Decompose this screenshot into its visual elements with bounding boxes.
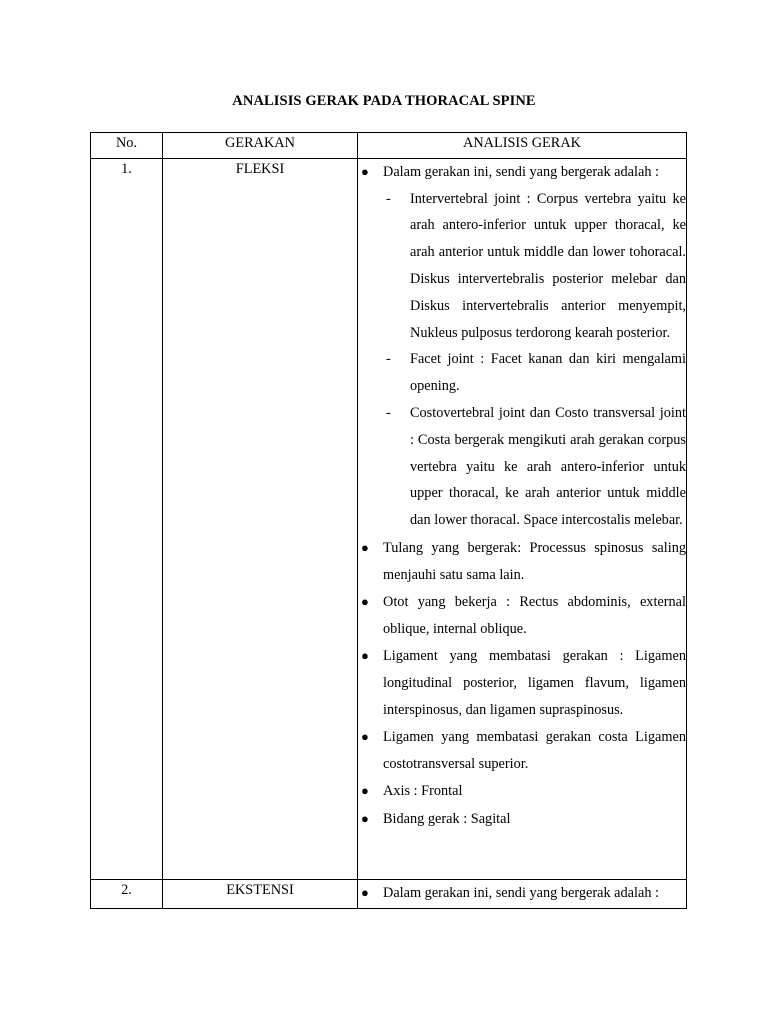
row-gerakan: FLEKSI bbox=[163, 159, 358, 880]
bullet-text: Otot yang bekerja : Rectus abdominis, external oblique, internal oblique. bbox=[383, 594, 686, 637]
sub-item bbox=[383, 186, 686, 347]
analysis-bullet-item bbox=[358, 159, 686, 534]
bullet-icon: ● bbox=[361, 729, 369, 745]
sub-item-text: Intervertebral joint : Corpus vertebra yaitu ke arah antero-inferior untuk upper thoracal, ke arah anterior untuk middle dan lower tohoracal. Diskus intervertebralis posterior melebar dan Diskus intervertebralis anterior menyempit, Nukleus pulposus terdorong kearah posterior. bbox=[410, 190, 686, 341]
analysis-intro-text: Dalam gerakan ini, sendi yang bergerak adalah : bbox=[383, 885, 660, 901]
analysis-bullet-item bbox=[358, 724, 686, 777]
sub-item-text: Costovertebral joint dan Costo transversal joint : Costa bergerak mengikuti arah gerakan corpus vertebra yaitu ke arah antero-inferior untuk upper thoracal, ke arah anterior untuk middle dan lower thoracal. Space intercostalis melebar. bbox=[410, 404, 686, 529]
bullet-icon: ● bbox=[361, 885, 369, 900]
analysis-intro-text: Dalam gerakan ini, sendi yang bergerak adalah : bbox=[383, 164, 660, 180]
bullet-text: Bidang gerak : Sagital bbox=[383, 810, 511, 827]
bullet-icon: ● bbox=[361, 539, 369, 555]
analysis-bullet-item bbox=[358, 778, 686, 805]
analysis-bullet-item bbox=[358, 643, 686, 723]
analysis-bullet-item bbox=[358, 880, 686, 907]
bullet-icon: ● bbox=[361, 594, 369, 610]
header-analisis: ANALISIS GERAK bbox=[358, 133, 687, 159]
bullet-icon: ● bbox=[361, 648, 369, 664]
bullet-text: Ligament yang membatasi gerakan : Ligamen longitudinal posterior, ligamen flavum, ligamen interspinosus, dan ligamen supraspinosus. bbox=[383, 648, 686, 718]
sub-item bbox=[383, 400, 686, 534]
row-analysis bbox=[358, 159, 687, 880]
sub-item-list bbox=[383, 186, 686, 534]
document-title: ANALISIS GERAK PADA THORACAL SPINE bbox=[232, 93, 536, 109]
analysis-bullet-list bbox=[358, 880, 686, 907]
analysis-bullet-list bbox=[358, 159, 686, 832]
bullet-text: Axis : Frontal bbox=[383, 783, 463, 800]
row-gerakan: EKSTENSI bbox=[163, 880, 358, 909]
table-row bbox=[91, 159, 687, 880]
table-header-row bbox=[91, 133, 687, 159]
bullet-icon: ● bbox=[361, 164, 369, 179]
bullet-icon: ● bbox=[361, 810, 369, 826]
analysis-bullet-item bbox=[358, 589, 686, 642]
row-analysis bbox=[358, 880, 687, 909]
sub-item bbox=[383, 346, 686, 400]
row-number: 1. bbox=[91, 159, 163, 880]
analysis-bullet-item bbox=[358, 535, 686, 588]
analysis-bullet-item bbox=[358, 806, 686, 833]
dash-icon: - bbox=[386, 190, 391, 207]
bullet-text: Ligamen yang membatasi gerakan costa Ligamen costotransversal superior. bbox=[383, 729, 686, 772]
header-no: No. bbox=[91, 133, 163, 159]
bullet-text: Tulang yang bergerak: Processus spinosus saling menjauhi satu sama lain. bbox=[383, 539, 686, 583]
table-row bbox=[91, 880, 687, 909]
dash-icon: - bbox=[386, 351, 391, 368]
bullet-icon: ● bbox=[361, 783, 369, 799]
sub-item-text: Facet joint : Facet kanan dan kiri mengalami opening. bbox=[410, 351, 686, 395]
analysis-table bbox=[90, 132, 687, 909]
header-gerakan: GERAKAN bbox=[163, 133, 358, 159]
row-number: 2. bbox=[91, 880, 163, 909]
dash-icon: - bbox=[386, 404, 391, 421]
